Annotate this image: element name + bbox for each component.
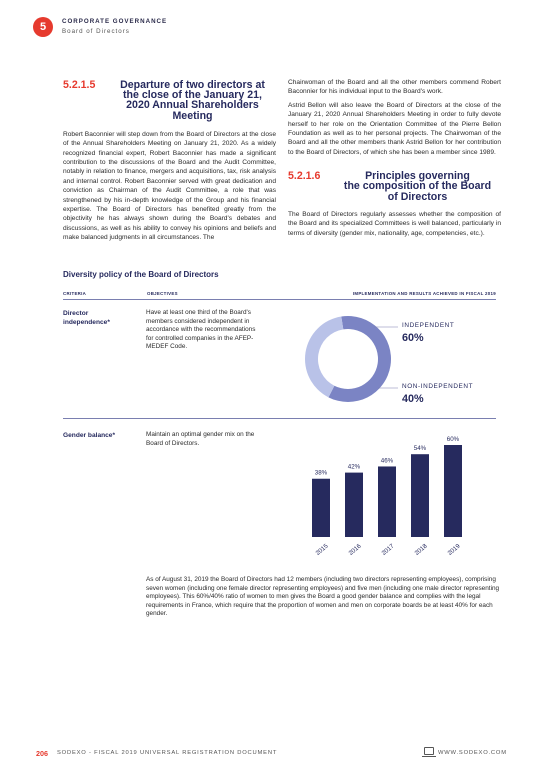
chapter-title: CORPORATE GOVERNANCE: [62, 18, 168, 25]
bar-tick-label: 2017: [380, 542, 396, 557]
bar-value-label: 46%: [380, 457, 394, 465]
bar-tick-label: 2019: [446, 542, 462, 557]
objective-independence: Have at least one third of the Board's members considered independent in accordance with the recommendations for controlled companies in the AFEP- MEDEF Code.: [146, 309, 256, 351]
bar-value-label: 38%: [314, 469, 328, 477]
diversity-title: Diversity policy of the Board of Directors: [63, 270, 219, 279]
gender-note: As of August 31, 2019 the Board of Directors had 12 members (including two directors representing employees), comprising seven women (including one female director representing employees) and five men (including one male director representing employees). This 60%/40% ratio of women to men gives the Board a good gender balance and complies with the legal requirements in France, which require that the proportion of women and men on corporate boards be at least 40% for each gender.: [146, 576, 500, 618]
pie-label-non-independent: NON-INDEPENDENT: [402, 383, 474, 390]
pie-value-non-independent: 40%: [402, 393, 424, 405]
objective-gender: Maintain an optimal gender mix on the Board of Directors.: [146, 431, 255, 447]
right-column: [288, 78, 501, 240]
bar-2015: [312, 479, 330, 537]
bar-value-label: 42%: [347, 463, 361, 471]
criteria-independence: Director independence*: [63, 310, 110, 326]
footer-document: SODEXO - FISCAL 2019 UNIVERSAL REGISTRATION DOCUMENT: [57, 750, 278, 756]
bar-2019: [444, 445, 462, 537]
paragraph-bellon: Astrid Bellon will also leave the Board of Directors at the close of the January 21, 2020 Annual Shareholders Meeting in order to fully devote herself to her role on the Orientation Committee of the Pierre Bellon Foundation as well as to her personal projects. The Chairwoman of the Board and all the other members thank Astrid Bellon for her contribution to the Board of Directors, of which she has been a member since 1989.: [288, 101, 501, 156]
row-rule: [63, 418, 496, 419]
pie-slice-independent: [328, 316, 391, 402]
computer-icon: [424, 747, 434, 755]
page-number: 206: [36, 749, 48, 758]
bar-value-label: 60%: [446, 436, 460, 443]
bar-tick-label: 2015: [314, 542, 330, 557]
bar-tick-label: 2016: [347, 542, 363, 557]
pie-label-independent: INDEPENDENT: [402, 322, 455, 329]
section-number: 5.2.1.5: [63, 79, 96, 91]
table-header: [63, 290, 496, 299]
bar-2017: [378, 466, 396, 537]
criteria-gender: Gender balance*: [63, 432, 116, 439]
section-heading-5215: [63, 80, 276, 121]
bar-2016: [345, 473, 363, 537]
footer-website[interactable]: WWW.SODEXO.COM: [438, 750, 507, 756]
bar-2018: [411, 454, 429, 537]
section-heading-5216: [288, 171, 501, 202]
donut-hole: [321, 332, 375, 386]
col-criteria: CRITERIA: [63, 291, 87, 296]
chapter-badge: 5: [33, 17, 53, 37]
col-objectives: OBJECTIVES: [147, 291, 178, 296]
pie-slice-non-independent: [305, 317, 343, 398]
bar-value-label: 54%: [413, 445, 427, 453]
left-column: [63, 80, 276, 245]
paragraph-baconnier: Robert Baconnier will step down from the Board of Directors at the close of the Annual Shareholders Meeting on January 21, 2020. As a widely recognized financial expert, Robert Baconnier has made a significant contribution to the discussions of the Board and the Audit Committee, notably in relation to finance, mergers and acquisitions, tax, risk analysis and internal control. Robert Baconnier served with great dedication and conviction as Chairman of the Audit Committee, a role that was strengthened by his in-depth knowledge of the Group and his financial expertise. The Board of Directors has benefited greatly from the objectivity he has always shown during the Board's debates and discussions, as well as his ability to convey his opinions and beliefs and make balanced judgments in all circumstances. The: [63, 130, 276, 242]
pie-value-independent: 60%: [402, 332, 424, 344]
header-rule: [63, 299, 496, 300]
section-number: 5.2.1.6: [288, 170, 321, 183]
paragraph-commend: Chairwoman of the Board and all the other members commend Robert Baconnier for his individual input to the Board's work.: [288, 79, 501, 96]
bar-tick-label: 2018: [413, 542, 429, 557]
paragraph-composition: The Board of Directors regularly assesses whether the composition of the Board and its specialized Committees is well balanced, particularly in terms of diversity (gender mix, nationality, age, competencies, etc.).: [288, 210, 501, 237]
section-title: Principles governing the composition of the Board of Directors: [343, 170, 492, 203]
chapter-subtitle: Board of Directors: [62, 28, 130, 35]
section-title: Departure of two directors at the close of the January 21, 2020 Annual Shareholders Meeting: [120, 79, 265, 122]
col-results: IMPLEMENTATION AND RESULTS ACHIEVED IN FISCAL 2019: [352, 291, 496, 296]
